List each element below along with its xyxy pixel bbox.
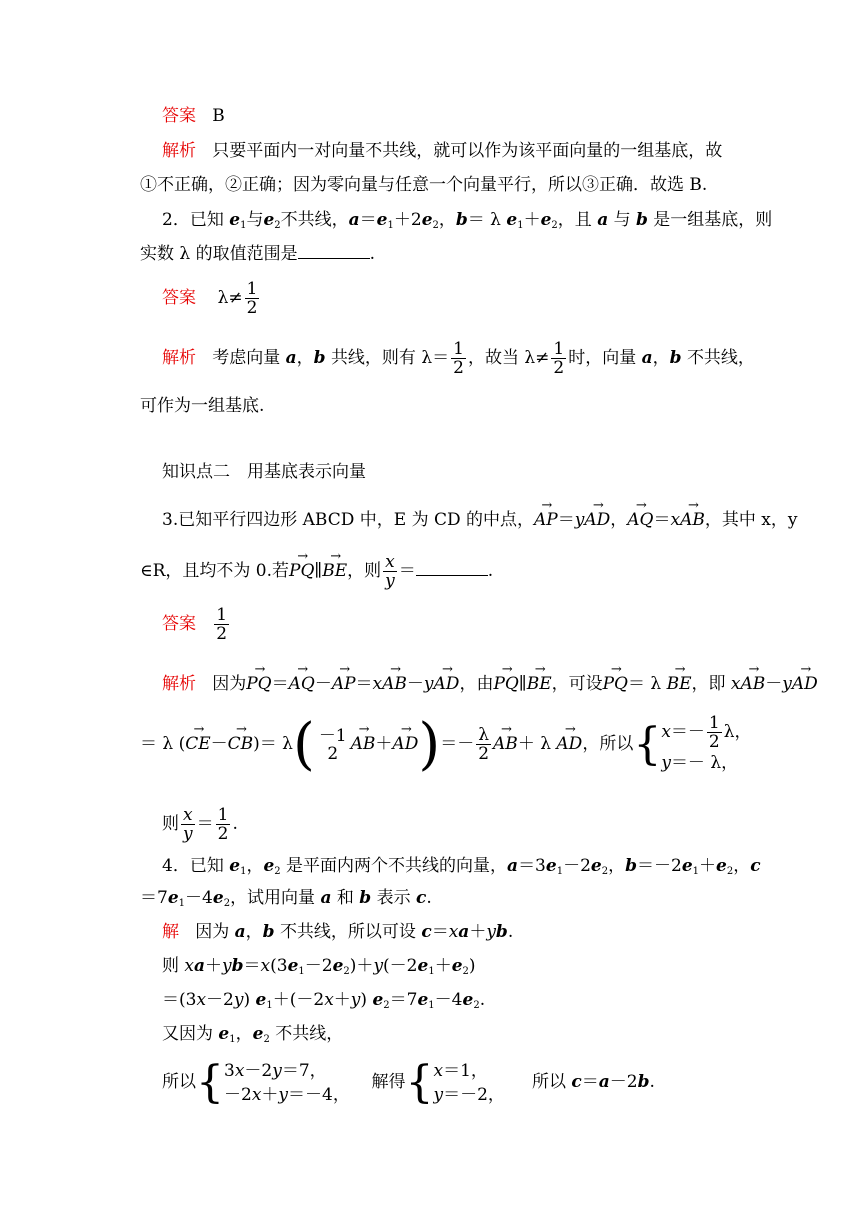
q3-analysis-line1: 解析 因为→ PQ＝→ AQ－→ AP＝x→ AB－y→ AD，由→ PQ∥→ BE，可设→ PQ＝ λ → BE，即 x→ AB－y→ AD [162,674,818,694]
section-title: 知识点二 用基底表示向量 [162,462,366,482]
q4-solve-line2: 则 $xa+yb=x(3e_1-2e_2)+y(-2e_1+e_2)$ [162,956,476,977]
q2-stem-line2: 实数 λ 的取值范围是 . [140,244,375,264]
q4-solve-line5: 所以{3x－2y＝7， －2x＋y＝－4， 解得{x＝1， y＝－2， 所以 c＝a－2b. [162,1056,655,1108]
q3-analysis-line2: ＝ λ (→ CE－→ CB)＝ λ( －1 2 → AB＋→ AD)＝－ $\frac{\lambda}{2}$ → AB＋ λ → AD，所以{x＝－ $\frac{1}{2}$ λ， y＝－ λ， [140,714,752,775]
q2-analysis-line1: 解析 考虑向量 a，b 共线，则有 λ＝ $\frac{1}{2}$ ，故当 λ≠ $\frac{1}{2}$ 时，向量 a，b 不共线， [162,339,755,378]
q1-analysis-line1: 解析 只要平面内一对向量不共线，就可以作为该平面向量的一组基底，故 [162,141,723,161]
answer-value: B [212,106,225,126]
q3-answer: 答案 $\frac{1}{2}$ [162,605,228,644]
q3-stem-line2: ∈R，且均不为 0.若→ PQ∥→ BE，则 $\frac{x}{y}$ ＝ . [140,553,493,590]
q4-solve-line3: ＝(3x－2y) $e_1+(-2x+y)$ $e_2=7e_1-4e_2$. [162,990,486,1011]
q2-stem-line1: 2．已知 $e_1$与$e_2$不共线，$a=e_1+2e_2$，b＝ λ $e_1+e_2$，且 a 与 b 是一组基底，则 [162,210,773,231]
q1-analysis-line2: ①不正确，②正确；因为零向量与任意一个向量平行，所以③正确．故选 B. [140,175,708,195]
q3-stem-line1: 3.已知平行四边形 ABCD 中，E 为 CD 的中点，→ AP＝y→ AD，→ AQ＝x→ AB，其中 x，y [162,510,797,530]
answer-blank [298,244,370,259]
q1-answer [162,106,225,126]
analysis-label: 解析 [162,141,196,161]
q3-analysis-line3: 则 $\frac{x}{y}$ ＝ $\frac{1}{2}$ . [162,805,238,844]
q2-analysis-line2: 可作为一组基底. [140,396,265,416]
q4-solve-line4: 又因为 $e_1$，$e_2$ 不共线， [162,1024,344,1045]
q4-stem-line2: $=7e_1-4e_2$，试用向量 a 和 b 表示 c. [140,888,432,909]
answer-label: 答案 [162,106,196,126]
q2-answer: 答案 λ≠ $\frac{1}{2}$ [162,279,258,318]
q4-stem-line1: 4．已知 $e_1$，$e_2$ 是平面内两个不共线的向量，$a=3e_1-2e_2$，$b=-2e_1+e_2$，c [162,856,761,877]
q4-solve-line1: 解 因为 a，b 不共线，所以可设 c＝xa＋yb. [162,922,514,942]
